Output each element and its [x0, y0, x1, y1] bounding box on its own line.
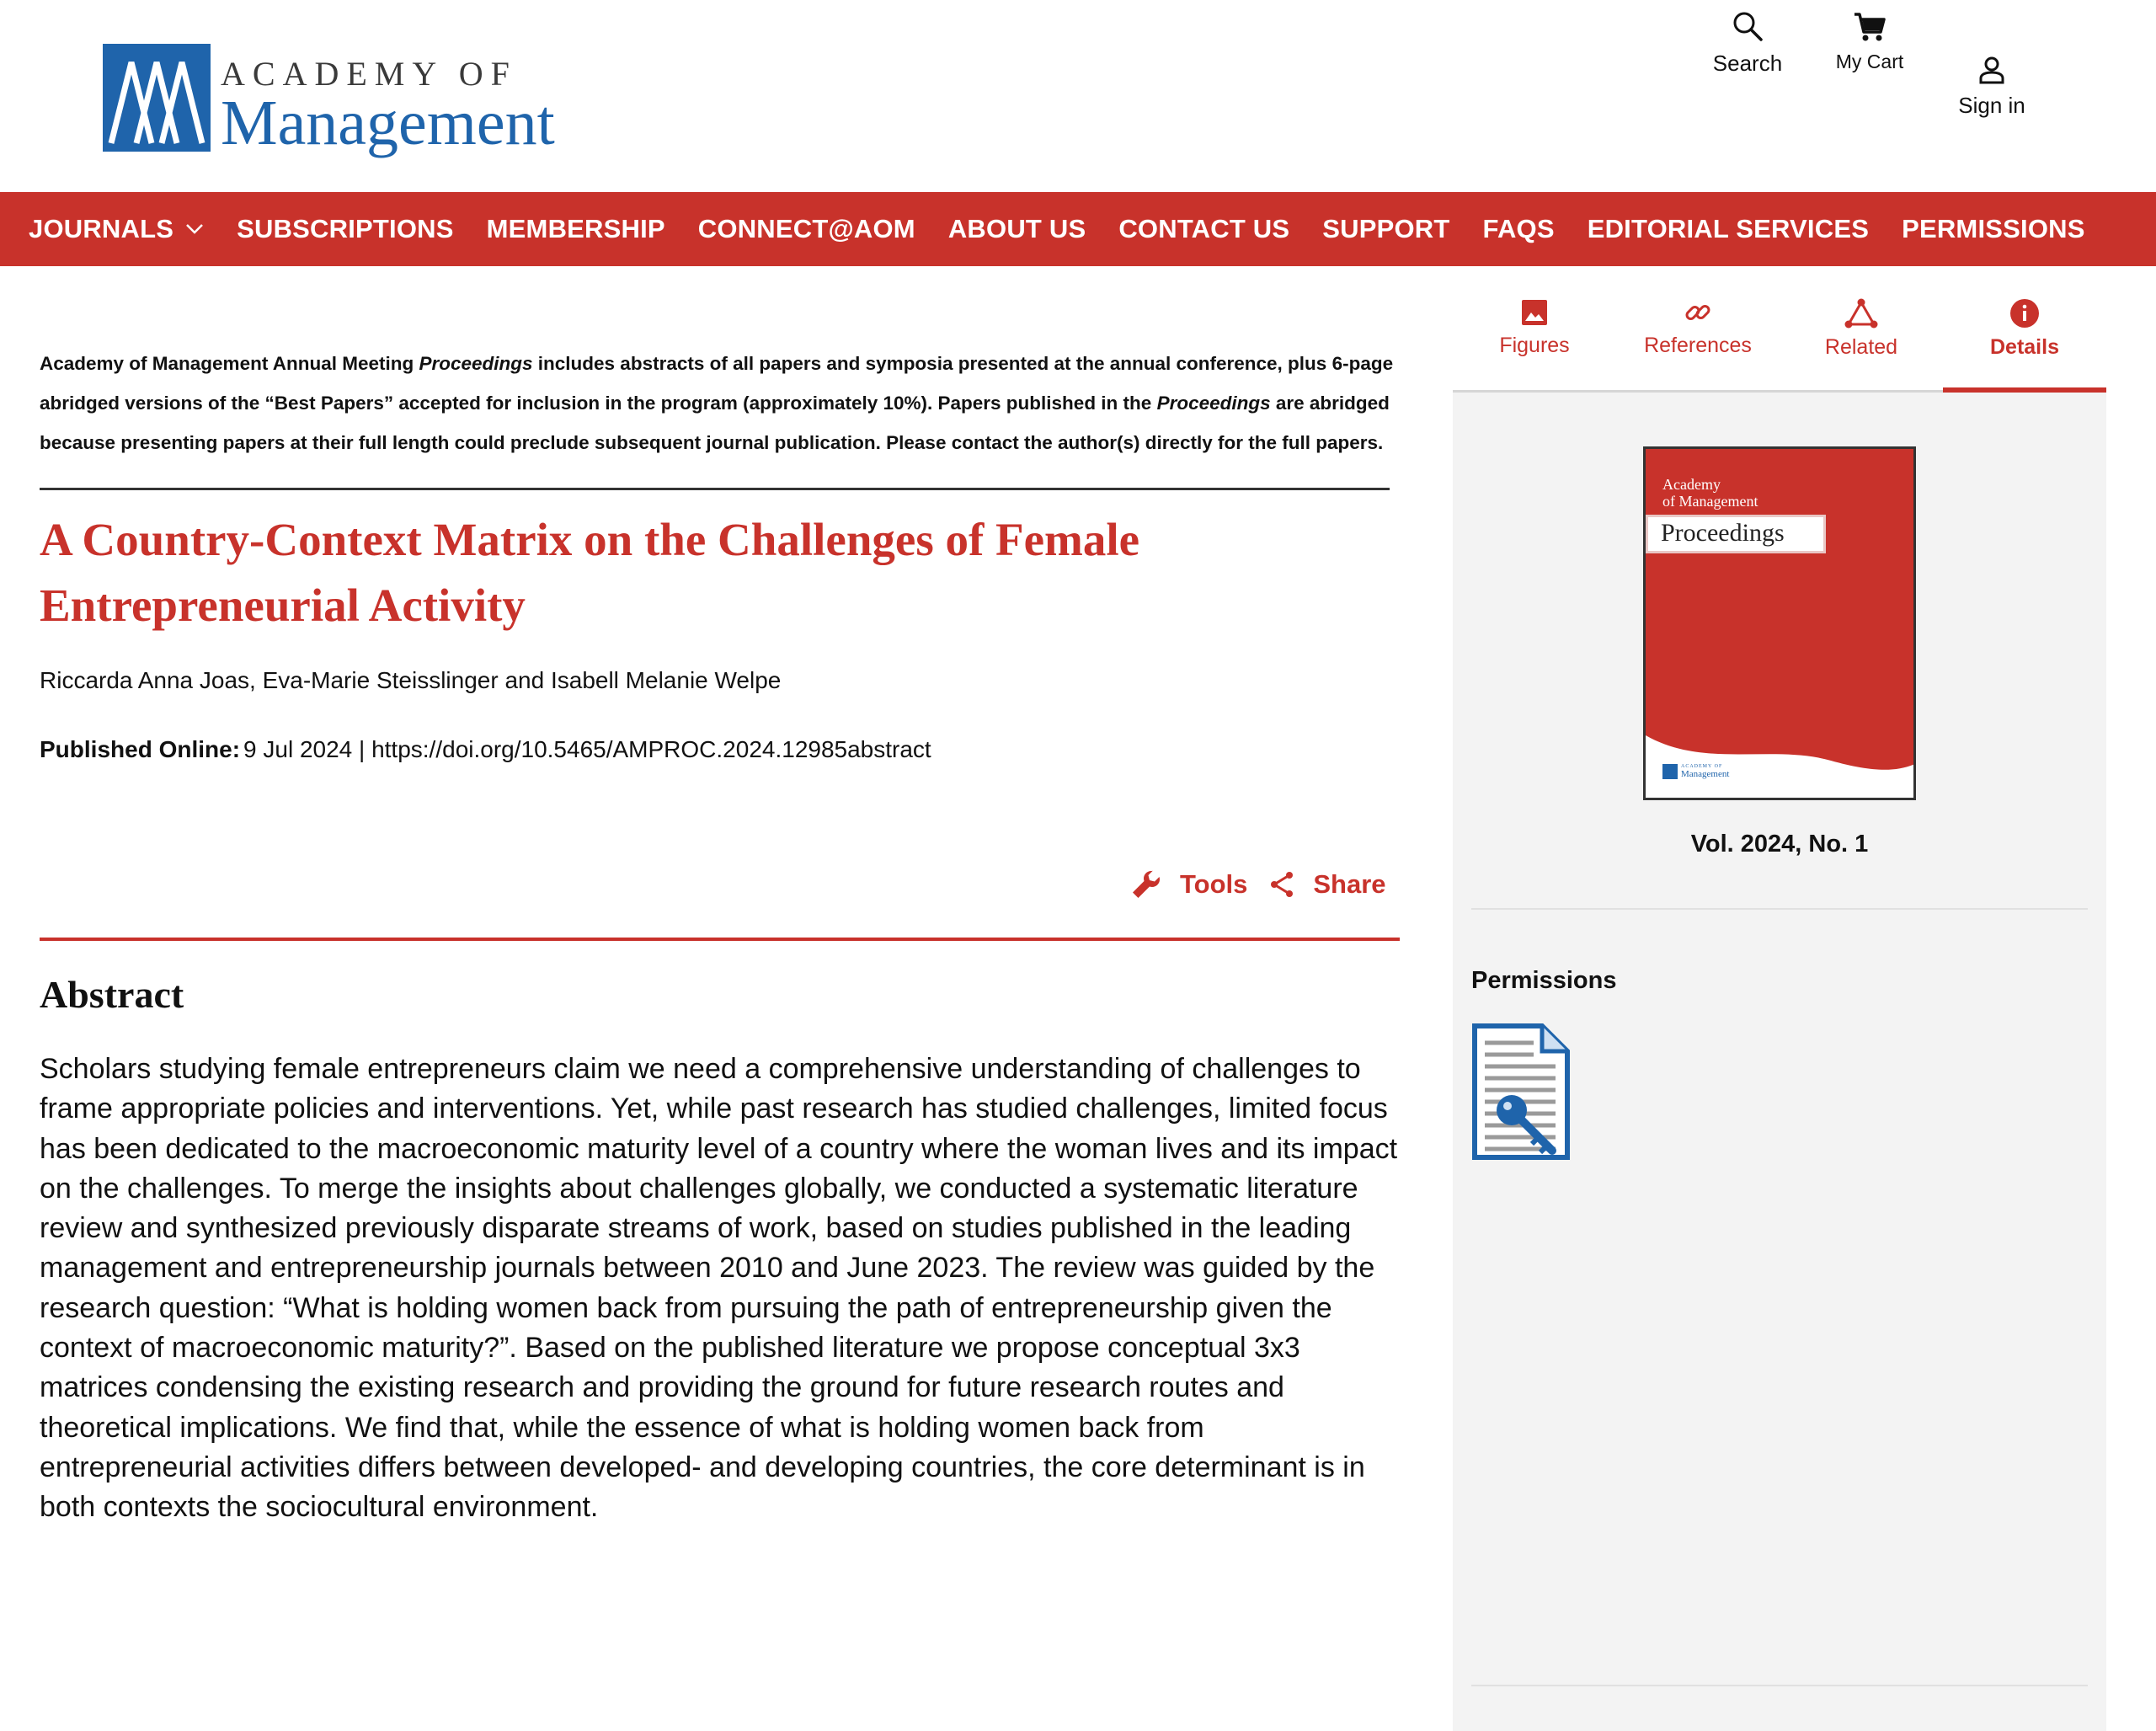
user-icon: [1977, 56, 2006, 84]
notice-italic-2: Proceedings: [1156, 393, 1271, 414]
cart-icon: [1853, 12, 1886, 42]
panel-tab-bar: [1453, 266, 2106, 393]
article-actions: [1109, 869, 1386, 900]
site-header: [0, 0, 2156, 192]
search-icon: [1732, 10, 1764, 42]
tab-references[interactable]: [1616, 298, 1780, 358]
abstract-heading: Abstract: [40, 973, 184, 1016]
share-button[interactable]: [1269, 869, 1385, 900]
aom-logo-mark: [103, 44, 211, 152]
tab-details-label: Details: [1990, 335, 2059, 359]
panel-divider-bottom: [1471, 1685, 2088, 1686]
cart-label: My Cart: [1835, 51, 1904, 72]
search-label: Search: [1712, 51, 1783, 76]
published-label: Published Online:: [40, 736, 241, 762]
divider: [40, 488, 1390, 490]
wrench-icon: [1131, 869, 1161, 900]
doi-link[interactable]: https://doi.org/10.5465/AMPROC.2024.12985abstract: [371, 736, 931, 762]
network-icon: [1844, 298, 1878, 329]
logo-line-2: Management: [221, 88, 555, 158]
tools-button[interactable]: [1131, 869, 1247, 900]
cover-logo-line-1: ACADEMY OF: [1681, 764, 1723, 769]
nav-journals-label: JOURNALS: [29, 214, 174, 243]
active-tab-indicator: [1943, 387, 2106, 393]
nav-editorial-services[interactable]: EDITORIAL SERVICES: [1587, 214, 1870, 243]
signin-link[interactable]: [1945, 56, 2038, 119]
share-icon: [1269, 871, 1294, 898]
permissions-heading: Permissions: [1471, 967, 1617, 994]
nav-permissions[interactable]: PERMISSIONS: [1902, 214, 2085, 243]
cart-link[interactable]: [1828, 12, 1912, 73]
publication-info: [40, 736, 931, 763]
nav-journals[interactable]: [29, 214, 204, 244]
published-date: 9 Jul 2024: [243, 736, 353, 762]
panel-divider: [1471, 908, 2088, 910]
abstract-text: Scholars studying female entrepreneurs claim we need a comprehensive understanding of challenges to frame appropriate policies and interventions. Yet, while past research has studied challenges, limited focus has been dedicated to the macroeconomic maturity level of a country where the woman lives and its impact on the challenges. To merge the insights about challenges globally, we conducted a systematic literature review and synthesized previously disparate streams of work, based on studies published in the leading management and entrepreneurship journals between 2010 and June 2023. The review was guided by the research question: “What is holding women back from pursuing the path of entrepreneurship given the context of macroeconomic maturity?”. Based on the published literature we propose conceptual 3x3 matrices condensing the existing research and providing the ground for future research routes and theoretical implications. We find that, while the essence of what is holding women back from entrepreneurial activities differs between developed- and developing countries, the core determinant is in both contexts the sociocultural environment.: [40, 1053, 1398, 1524]
nav-subscriptions[interactable]: SUBSCRIPTIONS: [237, 214, 454, 243]
cover-logo-line-2: Management: [1681, 769, 1730, 779]
details-panel: [1453, 266, 2106, 1731]
cover-title: Proceedings: [1661, 519, 1785, 547]
tab-figures[interactable]: [1453, 298, 1616, 358]
cover-publisher-line-2: of Management: [1662, 493, 1758, 510]
tab-related-label: Related: [1824, 335, 1898, 359]
notice-italic-1: Proceedings: [419, 353, 533, 374]
divider-accent: [40, 938, 1400, 941]
share-label: Share: [1313, 869, 1386, 899]
nav-about-us[interactable]: ABOUT US: [947, 214, 1086, 243]
document-key-icon[interactable]: [1471, 1023, 1571, 1161]
article-title: A Country-Context Matrix on the Challenges of Female Entrepreneurial Activity: [40, 514, 1140, 631]
aom-logo-text: [221, 44, 555, 158]
main-nav: [0, 192, 2156, 266]
tab-related[interactable]: [1780, 298, 1943, 360]
info-icon: [2009, 298, 2040, 329]
image-icon: [1520, 298, 1549, 327]
tab-references-label: References: [1644, 334, 1752, 357]
tools-label: Tools: [1180, 869, 1248, 899]
article-authors[interactable]: Riccarda Anna Joas, Eva-Marie Steisslinger and Isabell Melanie Welpe: [40, 667, 782, 693]
logo-line-1: ACADEMY OF: [221, 55, 517, 93]
nav-membership[interactable]: MEMBERSHIP: [486, 214, 665, 243]
cover-logo-mark: [1662, 764, 1678, 779]
aom-logo[interactable]: [103, 44, 555, 158]
proceedings-notice: [40, 344, 1404, 462]
notice-part-3: are abridged because presenting papers at their full length could preclude subsequent journal publication. Please contact the author(s) directly for the full papers.: [40, 393, 1390, 453]
cover-aom-logo: [1662, 764, 1729, 779]
tab-figures-label: Figures: [1499, 334, 1570, 357]
volume-issue[interactable]: Vol. 2024, No. 1: [1690, 831, 1869, 857]
separator: |: [359, 736, 366, 762]
notice-part-1: Academy of Management Annual Meeting: [40, 353, 419, 374]
tab-details[interactable]: [1943, 298, 2106, 360]
nav-faqs[interactable]: FAQS: [1482, 214, 1555, 243]
nav-contact-us[interactable]: CONTACT US: [1118, 214, 1290, 243]
chevron-down-icon: [185, 223, 204, 235]
search-link[interactable]: [1701, 10, 1794, 77]
nav-connect[interactable]: CONNECT@AOM: [697, 214, 915, 243]
nav-support[interactable]: SUPPORT: [1322, 214, 1450, 243]
cover-publisher-line-1: Academy: [1662, 476, 1721, 493]
journal-cover[interactable]: [1643, 446, 1916, 800]
notice-part-2: includes abstracts of all papers and symposia presented at the annual conference, plus 6-page abridged versions of the “Best Papers” accepted for inclusion in the program (approximately 10%). Papers published in the: [40, 353, 1394, 414]
cover-publisher: [1662, 476, 1758, 510]
signin-label: Sign in: [1958, 93, 2025, 118]
cover-logo-text: [1681, 764, 1729, 779]
link-icon: [1684, 298, 1712, 327]
